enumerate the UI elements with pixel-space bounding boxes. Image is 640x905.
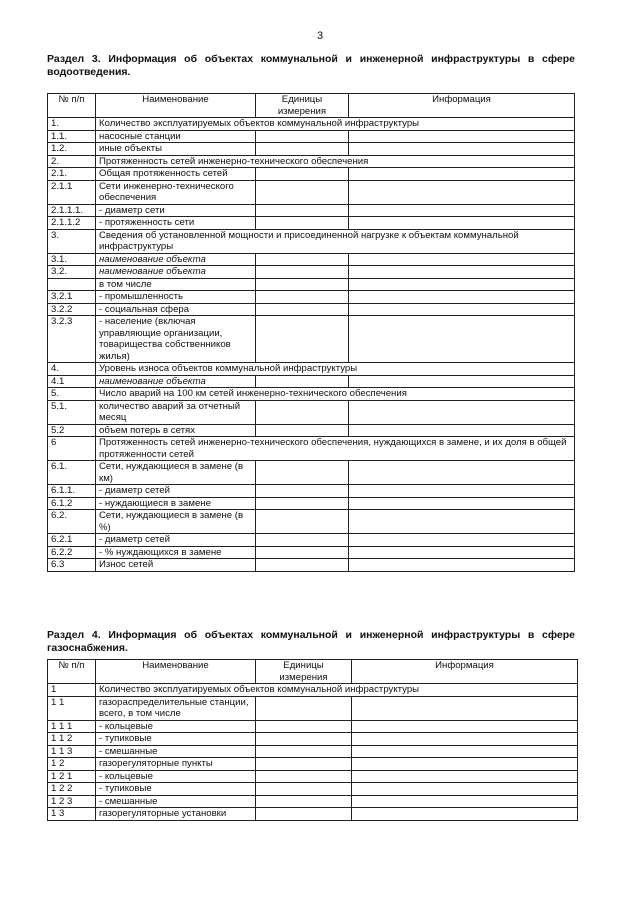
row-number: 6.1.2 <box>48 497 96 510</box>
row-info-cell[interactable] <box>352 745 578 758</box>
section-4-title: Раздел 4. Информация об объектах коммунальной и инженерной инфраструктуры в сфере газоснабжения. <box>47 629 575 654</box>
row-info-cell[interactable] <box>349 461 575 485</box>
table-row <box>48 485 575 498</box>
table-row <box>48 204 575 217</box>
row-number: 2.1.1.1. <box>48 204 96 217</box>
table-row <box>48 546 575 559</box>
table-row <box>48 510 575 534</box>
row-units-cell[interactable] <box>256 497 349 510</box>
table-row <box>48 461 575 485</box>
header-number: № п/п <box>48 94 96 118</box>
row-units-cell[interactable] <box>256 303 349 316</box>
row-number: 2.1.1.2 <box>48 217 96 230</box>
table-row <box>48 497 575 510</box>
table-header-row <box>48 94 575 118</box>
row-number: 3.2.2 <box>48 303 96 316</box>
row-info-cell[interactable] <box>349 253 575 266</box>
row-name: - кольцевые <box>96 720 256 733</box>
row-units-cell[interactable] <box>256 143 349 156</box>
row-number: 3.2.3 <box>48 316 96 363</box>
row-name: в том числе <box>96 278 256 291</box>
row-number: 1.2. <box>48 143 96 156</box>
row-number: 6.2. <box>48 510 96 534</box>
row-number: 1.1. <box>48 130 96 143</box>
table-row <box>48 388 575 401</box>
row-name: - нуждающиеся в замене <box>96 497 256 510</box>
row-info-cell[interactable] <box>352 808 578 821</box>
table-row <box>48 783 578 796</box>
row-units-cell[interactable] <box>256 316 349 363</box>
row-number: 1 1 <box>48 696 96 720</box>
section-3-table-body <box>48 118 575 572</box>
row-units-cell[interactable] <box>256 758 352 771</box>
table-row <box>48 363 575 376</box>
page-number: 3 <box>316 30 324 42</box>
row-number <box>48 278 96 291</box>
table-row <box>48 696 578 720</box>
header-name: Наименование <box>96 94 256 118</box>
table-row <box>48 534 575 547</box>
table-row <box>48 168 575 181</box>
row-number: 6.2.2 <box>48 546 96 559</box>
table-row <box>48 155 575 168</box>
row-name: иные объекты <box>96 143 256 156</box>
row-units-cell[interactable] <box>256 534 349 547</box>
row-info-cell[interactable] <box>349 168 575 181</box>
table-row <box>48 266 575 279</box>
row-info-cell[interactable] <box>349 278 575 291</box>
table-row <box>48 291 575 304</box>
row-name: - тупиковые <box>96 733 256 746</box>
row-number: 1 2 2 <box>48 783 96 796</box>
row-number: 6.1. <box>48 461 96 485</box>
row-info-cell[interactable] <box>352 795 578 808</box>
section-4-table-body <box>48 684 578 821</box>
row-number: 1 1 3 <box>48 745 96 758</box>
row-units-cell[interactable] <box>256 485 349 498</box>
row-units-cell[interactable] <box>256 291 349 304</box>
table-row <box>48 795 578 808</box>
row-number: 1 2 <box>48 758 96 771</box>
row-info-cell[interactable] <box>349 291 575 304</box>
row-name: Сети, нуждающиеся в замене (в %) <box>96 510 256 534</box>
table-row <box>48 303 575 316</box>
row-units-cell[interactable] <box>256 130 349 143</box>
row-units-cell[interactable] <box>256 559 349 572</box>
row-info-cell[interactable] <box>349 510 575 534</box>
row-units-cell[interactable] <box>256 461 349 485</box>
row-number: 6.1.1. <box>48 485 96 498</box>
row-number: 4.1 <box>48 375 96 388</box>
row-name: Общая протяженность сетей <box>96 168 256 181</box>
row-info-cell[interactable] <box>349 303 575 316</box>
table-row <box>48 316 575 363</box>
row-name: - промышленность <box>96 291 256 304</box>
row-number: 5.1. <box>48 400 96 424</box>
table-row <box>48 808 578 821</box>
table-row <box>48 130 575 143</box>
row-number: 1 <box>48 684 96 697</box>
table-header-row <box>48 660 578 684</box>
section-3-table <box>47 93 575 572</box>
row-number: 2.1.1 <box>48 180 96 204</box>
table-row <box>48 745 578 758</box>
row-info-cell[interactable] <box>349 375 575 388</box>
row-name: газораспределительные станции, всего, в том числе <box>96 696 256 720</box>
table-row <box>48 733 578 746</box>
row-units-cell[interactable] <box>256 400 349 424</box>
row-number: 3.2.1 <box>48 291 96 304</box>
row-name: - тупиковые <box>96 783 256 796</box>
row-name: - население (включая управляющие организации, товарищества собственников жилья) <box>96 316 256 363</box>
row-number: 3.2. <box>48 266 96 279</box>
row-info-cell[interactable] <box>352 770 578 783</box>
row-info-cell[interactable] <box>349 204 575 217</box>
row-name: газорегуляторные установки <box>96 808 256 821</box>
row-units-cell[interactable] <box>256 745 352 758</box>
row-name: - диаметр сети <box>96 204 256 217</box>
table-row <box>48 118 575 131</box>
table-row <box>48 770 578 783</box>
row-number: 6.3 <box>48 559 96 572</box>
row-name: Количество эксплуатируемых объектов коммунальной инфраструктуры <box>96 684 578 697</box>
row-number: 1 3 <box>48 808 96 821</box>
table-row <box>48 253 575 266</box>
row-number: 3.1. <box>48 253 96 266</box>
table-row <box>48 720 578 733</box>
row-name: наименование объекта <box>96 375 256 388</box>
row-info-cell[interactable] <box>349 559 575 572</box>
row-name: количество аварий за отчетный месяц <box>96 400 256 424</box>
row-units-cell[interactable] <box>256 783 352 796</box>
row-name: объем потерь в сетях <box>96 424 256 437</box>
header-units: Единицы измерения <box>256 660 352 684</box>
row-units-cell[interactable] <box>256 168 349 181</box>
row-number: 5. <box>48 388 96 401</box>
header-name: Наименование <box>96 660 256 684</box>
row-info-cell[interactable] <box>349 316 575 363</box>
row-info-cell[interactable] <box>352 733 578 746</box>
row-units-cell[interactable] <box>256 266 349 279</box>
row-name: Уровень износа объектов коммунальной инфраструктуры <box>96 363 575 376</box>
row-units-cell[interactable] <box>256 510 349 534</box>
row-name: Число аварий на 100 км сетей инженерно-технического обеспечения <box>96 388 575 401</box>
row-number: 1 1 1 <box>48 720 96 733</box>
row-info-cell[interactable] <box>349 497 575 510</box>
row-name: Износ сетей <box>96 559 256 572</box>
table-row <box>48 684 578 697</box>
row-number: 1 2 1 <box>48 770 96 783</box>
row-name: Сети инженерно-технического обеспечения <box>96 180 256 204</box>
row-units-cell[interactable] <box>256 808 352 821</box>
row-units-cell[interactable] <box>256 720 352 733</box>
row-name: Протяженность сетей инженерно-технического обеспечения, нуждающихся в замене, и их доля в общей протяженности сетей <box>96 437 575 461</box>
row-info-cell[interactable] <box>349 217 575 230</box>
row-units-cell[interactable] <box>256 180 349 204</box>
row-name: газорегуляторные пункты <box>96 758 256 771</box>
row-units-cell[interactable] <box>256 696 352 720</box>
row-name: наименование объекта <box>96 253 256 266</box>
table-row <box>48 559 575 572</box>
row-number: 2.1. <box>48 168 96 181</box>
row-info-cell[interactable] <box>349 400 575 424</box>
row-name: Протяженность сетей инженерно-технического обеспечения <box>96 155 575 168</box>
row-name: - социальная сфера <box>96 303 256 316</box>
row-name: наименование объекта <box>96 266 256 279</box>
table-row <box>48 180 575 204</box>
header-units: Единицы измерения <box>256 94 349 118</box>
row-number: 4. <box>48 363 96 376</box>
row-name: - кольцевые <box>96 770 256 783</box>
row-info-cell[interactable] <box>352 758 578 771</box>
row-units-cell[interactable] <box>256 733 352 746</box>
row-number: 3. <box>48 229 96 253</box>
row-name: - смешанные <box>96 745 256 758</box>
row-number: 1 1 2 <box>48 733 96 746</box>
row-number: 6.2.1 <box>48 534 96 547</box>
section-3-title: Раздел 3. Информация об объектах коммунальной и инженерной инфраструктуры в сфере водоотведения. <box>47 53 575 78</box>
row-number: 1. <box>48 118 96 131</box>
table-row <box>48 758 578 771</box>
row-name: Количество эксплуатируемых объектов коммунальной инфраструктуры <box>96 118 575 131</box>
row-info-cell[interactable] <box>349 534 575 547</box>
row-name: Сети, нуждающиеся в замене (в км) <box>96 461 256 485</box>
row-info-cell[interactable] <box>349 266 575 279</box>
row-name: насосные станции <box>96 130 256 143</box>
row-units-cell[interactable] <box>256 253 349 266</box>
table-row <box>48 424 575 437</box>
table-row <box>48 217 575 230</box>
row-info-cell[interactable] <box>349 143 575 156</box>
table-row <box>48 143 575 156</box>
row-units-cell[interactable] <box>256 424 349 437</box>
row-name: - % нуждающихся в замене <box>96 546 256 559</box>
row-name: - протяженность сети <box>96 217 256 230</box>
row-info-cell[interactable] <box>349 180 575 204</box>
row-name: - диаметр сетей <box>96 534 256 547</box>
row-name: - смешанные <box>96 795 256 808</box>
row-number: 2. <box>48 155 96 168</box>
row-units-cell[interactable] <box>256 375 349 388</box>
row-units-cell[interactable] <box>256 217 349 230</box>
row-number: 5.2 <box>48 424 96 437</box>
table-row <box>48 375 575 388</box>
header-number: № п/п <box>48 660 96 684</box>
row-number: 1 2 3 <box>48 795 96 808</box>
header-info: Информация <box>349 94 575 118</box>
row-info-cell[interactable] <box>352 720 578 733</box>
row-info-cell[interactable] <box>349 130 575 143</box>
table-row <box>48 229 575 253</box>
table-row <box>48 278 575 291</box>
row-units-cell[interactable] <box>256 795 352 808</box>
row-info-cell[interactable] <box>349 424 575 437</box>
row-units-cell[interactable] <box>256 204 349 217</box>
row-info-cell[interactable] <box>349 485 575 498</box>
row-info-cell[interactable] <box>352 696 578 720</box>
row-name: Сведения об установленной мощности и присоединенной нагрузке к объектам коммунальной инфраструктуры <box>96 229 575 253</box>
section-4-table <box>47 659 578 821</box>
row-name: - диаметр сетей <box>96 485 256 498</box>
row-units-cell[interactable] <box>256 278 349 291</box>
row-number: 6 <box>48 437 96 461</box>
row-units-cell[interactable] <box>256 546 349 559</box>
row-info-cell[interactable] <box>352 783 578 796</box>
table-row <box>48 400 575 424</box>
header-info: Информация <box>352 660 578 684</box>
row-info-cell[interactable] <box>349 546 575 559</box>
row-units-cell[interactable] <box>256 770 352 783</box>
table-row <box>48 437 575 461</box>
